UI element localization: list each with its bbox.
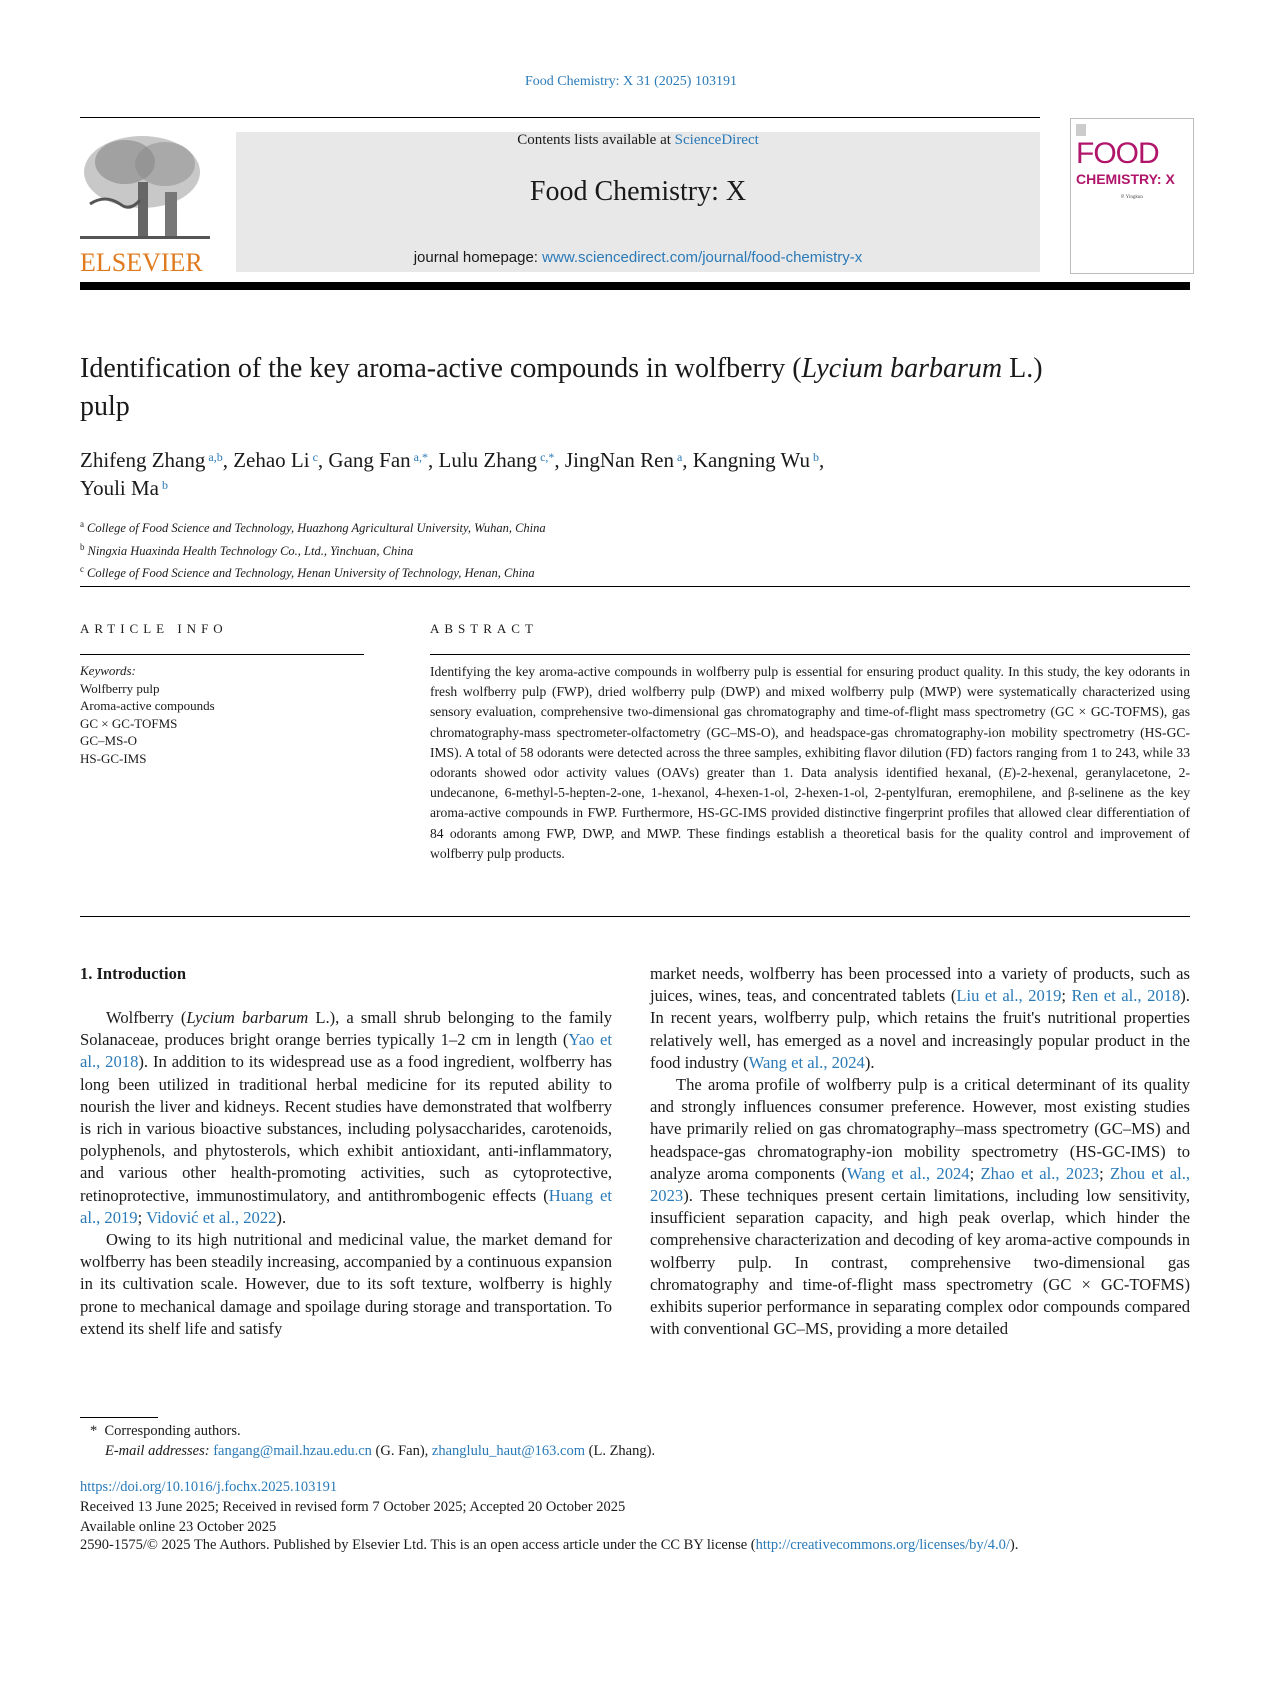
author[interactable]: Lulu Zhang $^{c,*}$: [438, 448, 555, 472]
keyword: Aroma-active compounds: [80, 698, 215, 714]
article-title: [80, 350, 1080, 426]
doi-link-row: [80, 1479, 337, 1496]
paragraph: Wolfberry (Lycium barbarum L.), a small shrub belonging to the family Solanaceae, produces bright orange berries typically 1–2 cm in length (Yao et al., 2018). In addition to its widespread use as a food ingredient, wolfberry has long been utilized in traditional herbal medicine for its reputed ability to nourish the liver and kidneys. Recent studies have demonstrated that wolfberry is rich in various bioactive substances, including polysaccharides, carotenoids, polyphenols, and phytosterols, which exhibit antioxidant, anti-inflammatory, and various other health-promoting activities, such as cytoprotective, retinoprotective, immunostimulatory, and antithrombogenic effects (Huang et al., 2019; Vidović et al., 2022).: [80, 1008, 613, 1227]
affiliation-marker[interactable]: b: [812, 450, 819, 464]
keywords-label: Keywords:: [80, 663, 136, 678]
elsevier-wordmark: ELSEVIER: [80, 248, 203, 277]
journal-homepage-link[interactable]: www.sciencedirect.com/journal/food-chemistry-x: [542, 249, 863, 266]
citation-link[interactable]: Liu et al., 2019: [956, 986, 1062, 1006]
citation-link[interactable]: Huang et al., 2019: [80, 1185, 612, 1227]
body-column-left: [80, 1007, 612, 1340]
contents-line: [236, 132, 1040, 149]
cover-editor: P. Yingkun: [1121, 195, 1143, 200]
citation-link[interactable]: Vidović et al., 2022: [146, 1207, 277, 1227]
affiliation-marker[interactable]: a: [676, 450, 683, 464]
paragraph: The aroma profile of wolfberry pulp is a critical determinant of its quality and strongly influences consumer preference. However, most existing studies have primarily relied on gas chromatography–mass spectrometry (GC–MS) and headspace-gas chromatography-ion mobility spectrometry (HS-GC-IMS) to analyze aroma components (Wang et al., 2024; Zhao et al., 2023; Zhou et al., 2023). These techniques present certain limitations, including low sensitivity, insufficient separation capacity, and high peak overlap, which hinder the comprehensive characterization and decoding of key aroma-active compounds in wolfberry pulp. In contrast, comprehensive two-dimensional gas chromatography and time-of-flight mass spectrometry (GC × GC-TOFMS) exhibits superior performance in separating complex odor compounds compared with conventional GC–MS, providing a more detailed: [650, 1075, 1190, 1339]
abstract-heading: ABSTRACT: [430, 621, 538, 636]
affiliation-marker[interactable]: a,b: [208, 450, 223, 464]
cover-food-text: FOOD: [1076, 137, 1159, 170]
sciencedirect-link[interactable]: ScienceDirect: [674, 132, 759, 148]
header-rule: [80, 117, 1040, 118]
homepage-line: [236, 249, 1040, 266]
keyword: GC–MS-O: [80, 733, 138, 749]
author[interactable]: Kangning Wu $^b$: [692, 448, 819, 472]
journal-citation-link[interactable]: Food Chemistry: X 31 (2025) 103191: [525, 74, 737, 89]
section-rule: [80, 916, 1190, 917]
paragraph: Owing to its high nutritional and medicinal value, the market demand for wolfberry has been steadily increasing, accompanied by a continuous expansion in its cultivation scale. However, due to its soft texture, wolfberry is highly prone to mechanical damage and spoilage during storage and transportation. To extend its shelf life and satisfy: [80, 1230, 612, 1338]
citation-link[interactable]: Wang et al., 2024: [748, 1052, 865, 1072]
tree-icon: [80, 132, 210, 244]
paragraph: market needs, wolfberry has been processed into a variety of products, such as juices, wines, teas, and concentrated tablets (Liu et al., 2019; Ren et al., 2018). In recent years, wolfberry pulp, which retains the fruit's nutritional properties relatively well, has emerged as a novel and increasingly popular product in the food industry (Wang et al., 2024).: [650, 964, 1190, 1072]
citation-link[interactable]: Zhou et al., 2023: [650, 1163, 1190, 1206]
license-statement: 2590-1575/© 2025 The Authors. Published by Elsevier Ltd. This is an open access article under the CC BY license (http://creativecommons.org/licenses/by/4.0/).: [80, 1537, 1019, 1553]
title-text-1: Identification of the key aroma-active compounds in wolfberry (: [80, 353, 802, 384]
journal-masthead: [236, 132, 1040, 272]
email-link[interactable]: zhanglulu_haut@163.com: [431, 1443, 586, 1459]
cover-elsevier-mini-logo: [1076, 124, 1086, 136]
doi-link[interactable]: https://doi.org/10.1016/j.fochx.2025.103191: [80, 1479, 338, 1495]
citation-link[interactable]: Wang et al., 2024: [846, 1163, 970, 1183]
contents-prefix: Contents lists available at: [517, 132, 675, 148]
corresponding-note: * Corresponding authors.: [90, 1423, 241, 1439]
keyword: GC × GC-TOFMS: [80, 715, 178, 731]
journal-title: Food Chemistry: X: [529, 176, 747, 207]
abstract-text: Identifying the key aroma-active compounds in wolfberry pulp is essential for ensuring product quality. In this study, the key odorants in fresh wolfberry pulp (FWP), dried wolfberry pulp (DWP) and mixed wolfberry pulp (MWP) were systematically characterized using sensory evaluation, comprehensive two-dimensional gas chromatography and time-of-flight mass spectrometry (GC × GC-TOFMS), gas chromatography-mass spectrometer-olfactometry (GC–MS-O), and headspace-gas chromatography-ion mobility spectrometry (HS-GC-IMS). A total of 58 odorants were detected across the three samples, exhibiting flavor dilution (FD) factors ranging from 1 to 243, while 33 odorants showed odor activity values (OAVs) greater than 1. Data analysis identified hexanal, (E)-2-hexenal, geranylacetone, 2-undecanone, 6-methyl-5-hepten-2-one, 1-hexanol, 4-hexen-1-ol, 2-hexen-1-ol, 2-pentylfuran, eremophilene, and β-selinene as the key aroma-active compounds in FWP. Furthermore, HS-GC-IMS provided distinctive fingerprint profiles that allowed clear differentiation of 84 odorants among FWP, DWP, and MWP. These findings establish a theoretical basis for the quality control and improvement of wolfberry pulp products.: [430, 664, 1190, 861]
author-list: Zhifeng Zhang $^{a,b}$, Zehao Li $^c$, Gang Fan $^{a,*}$, Lulu Zhang $^{c,*}$, JingNan Ren $^a$, Kangning Wu $^b$, Youli Ma $^b$: [80, 448, 825, 500]
cover-chemistry-text: CHEMISTRY: X: [1076, 171, 1175, 187]
affiliation-marker[interactable]: a,*: [413, 450, 428, 464]
author[interactable]: Youli Ma $^b$: [80, 476, 168, 500]
journal-cover-thumbnail[interactable]: [1070, 118, 1194, 274]
keyword: Wolfberry pulp: [80, 680, 160, 696]
affiliation-marker[interactable]: b: [161, 478, 168, 492]
title-text-2: L.) pulp: [80, 353, 1043, 422]
author[interactable]: Zhifeng Zhang $^{a,b}$: [80, 448, 223, 472]
affiliation-marker[interactable]: c: [312, 450, 318, 464]
affiliation-item: $^c$ College of Food Science and Technology, Henan University of Technology, Henan, China: [80, 564, 535, 581]
email-link[interactable]: fangang@mail.hzau.edu.cn: [213, 1443, 372, 1459]
email-addresses: E-mail addresses: fangang@mail.hzau.edu.cn (G. Fan), zhanglulu_haut@163.com (L. Zhang).: [105, 1443, 656, 1459]
introduction-heading: 1. Introduction: [80, 964, 187, 983]
author[interactable]: Zehao Li $^c$: [233, 448, 318, 472]
article-info-heading: ARTICLE INFO: [80, 621, 228, 636]
author[interactable]: JingNan Ren $^a$: [564, 448, 683, 472]
affiliation-marker[interactable]: c,*: [540, 450, 555, 464]
affiliation-item: $^b$ Ningxia Huaxinda Health Technology Co., Ltd., Yinchuan, China: [80, 541, 414, 558]
citation-link[interactable]: Ren et al., 2018: [1071, 986, 1181, 1006]
body-column-right: [650, 963, 1190, 1340]
section-rule: [80, 586, 1190, 587]
affiliation-item: $^a$ College of Food Science and Technology, Huazhong Agricultural University, Wuhan, China: [80, 519, 546, 536]
author[interactable]: Gang Fan $^{a,*}$: [328, 448, 428, 472]
abstract-rule: [430, 654, 1190, 655]
title-species: Lycium barbarum: [801, 353, 1003, 384]
article-info-rule: [80, 654, 364, 655]
citation-link[interactable]: Zhao et al., 2023: [980, 1163, 1100, 1183]
affiliations: [80, 515, 880, 583]
available-online: Available online 23 October 2025: [80, 1519, 277, 1535]
footnote-rule: [80, 1417, 158, 1418]
keyword: HS-GC-IMS: [80, 750, 147, 766]
keywords-block: [80, 662, 360, 768]
header-thick-bar: [80, 282, 1190, 290]
citation-link[interactable]: Yao et al., 2018: [80, 1030, 612, 1072]
homepage-prefix: journal homepage:: [413, 249, 543, 266]
license-link[interactable]: http://creativecommons.org/licenses/by/4.0/: [755, 1537, 1010, 1553]
received-dates: Received 13 June 2025; Received in revised form 7 October 2025; Accepted 20 October 2025: [80, 1499, 626, 1515]
